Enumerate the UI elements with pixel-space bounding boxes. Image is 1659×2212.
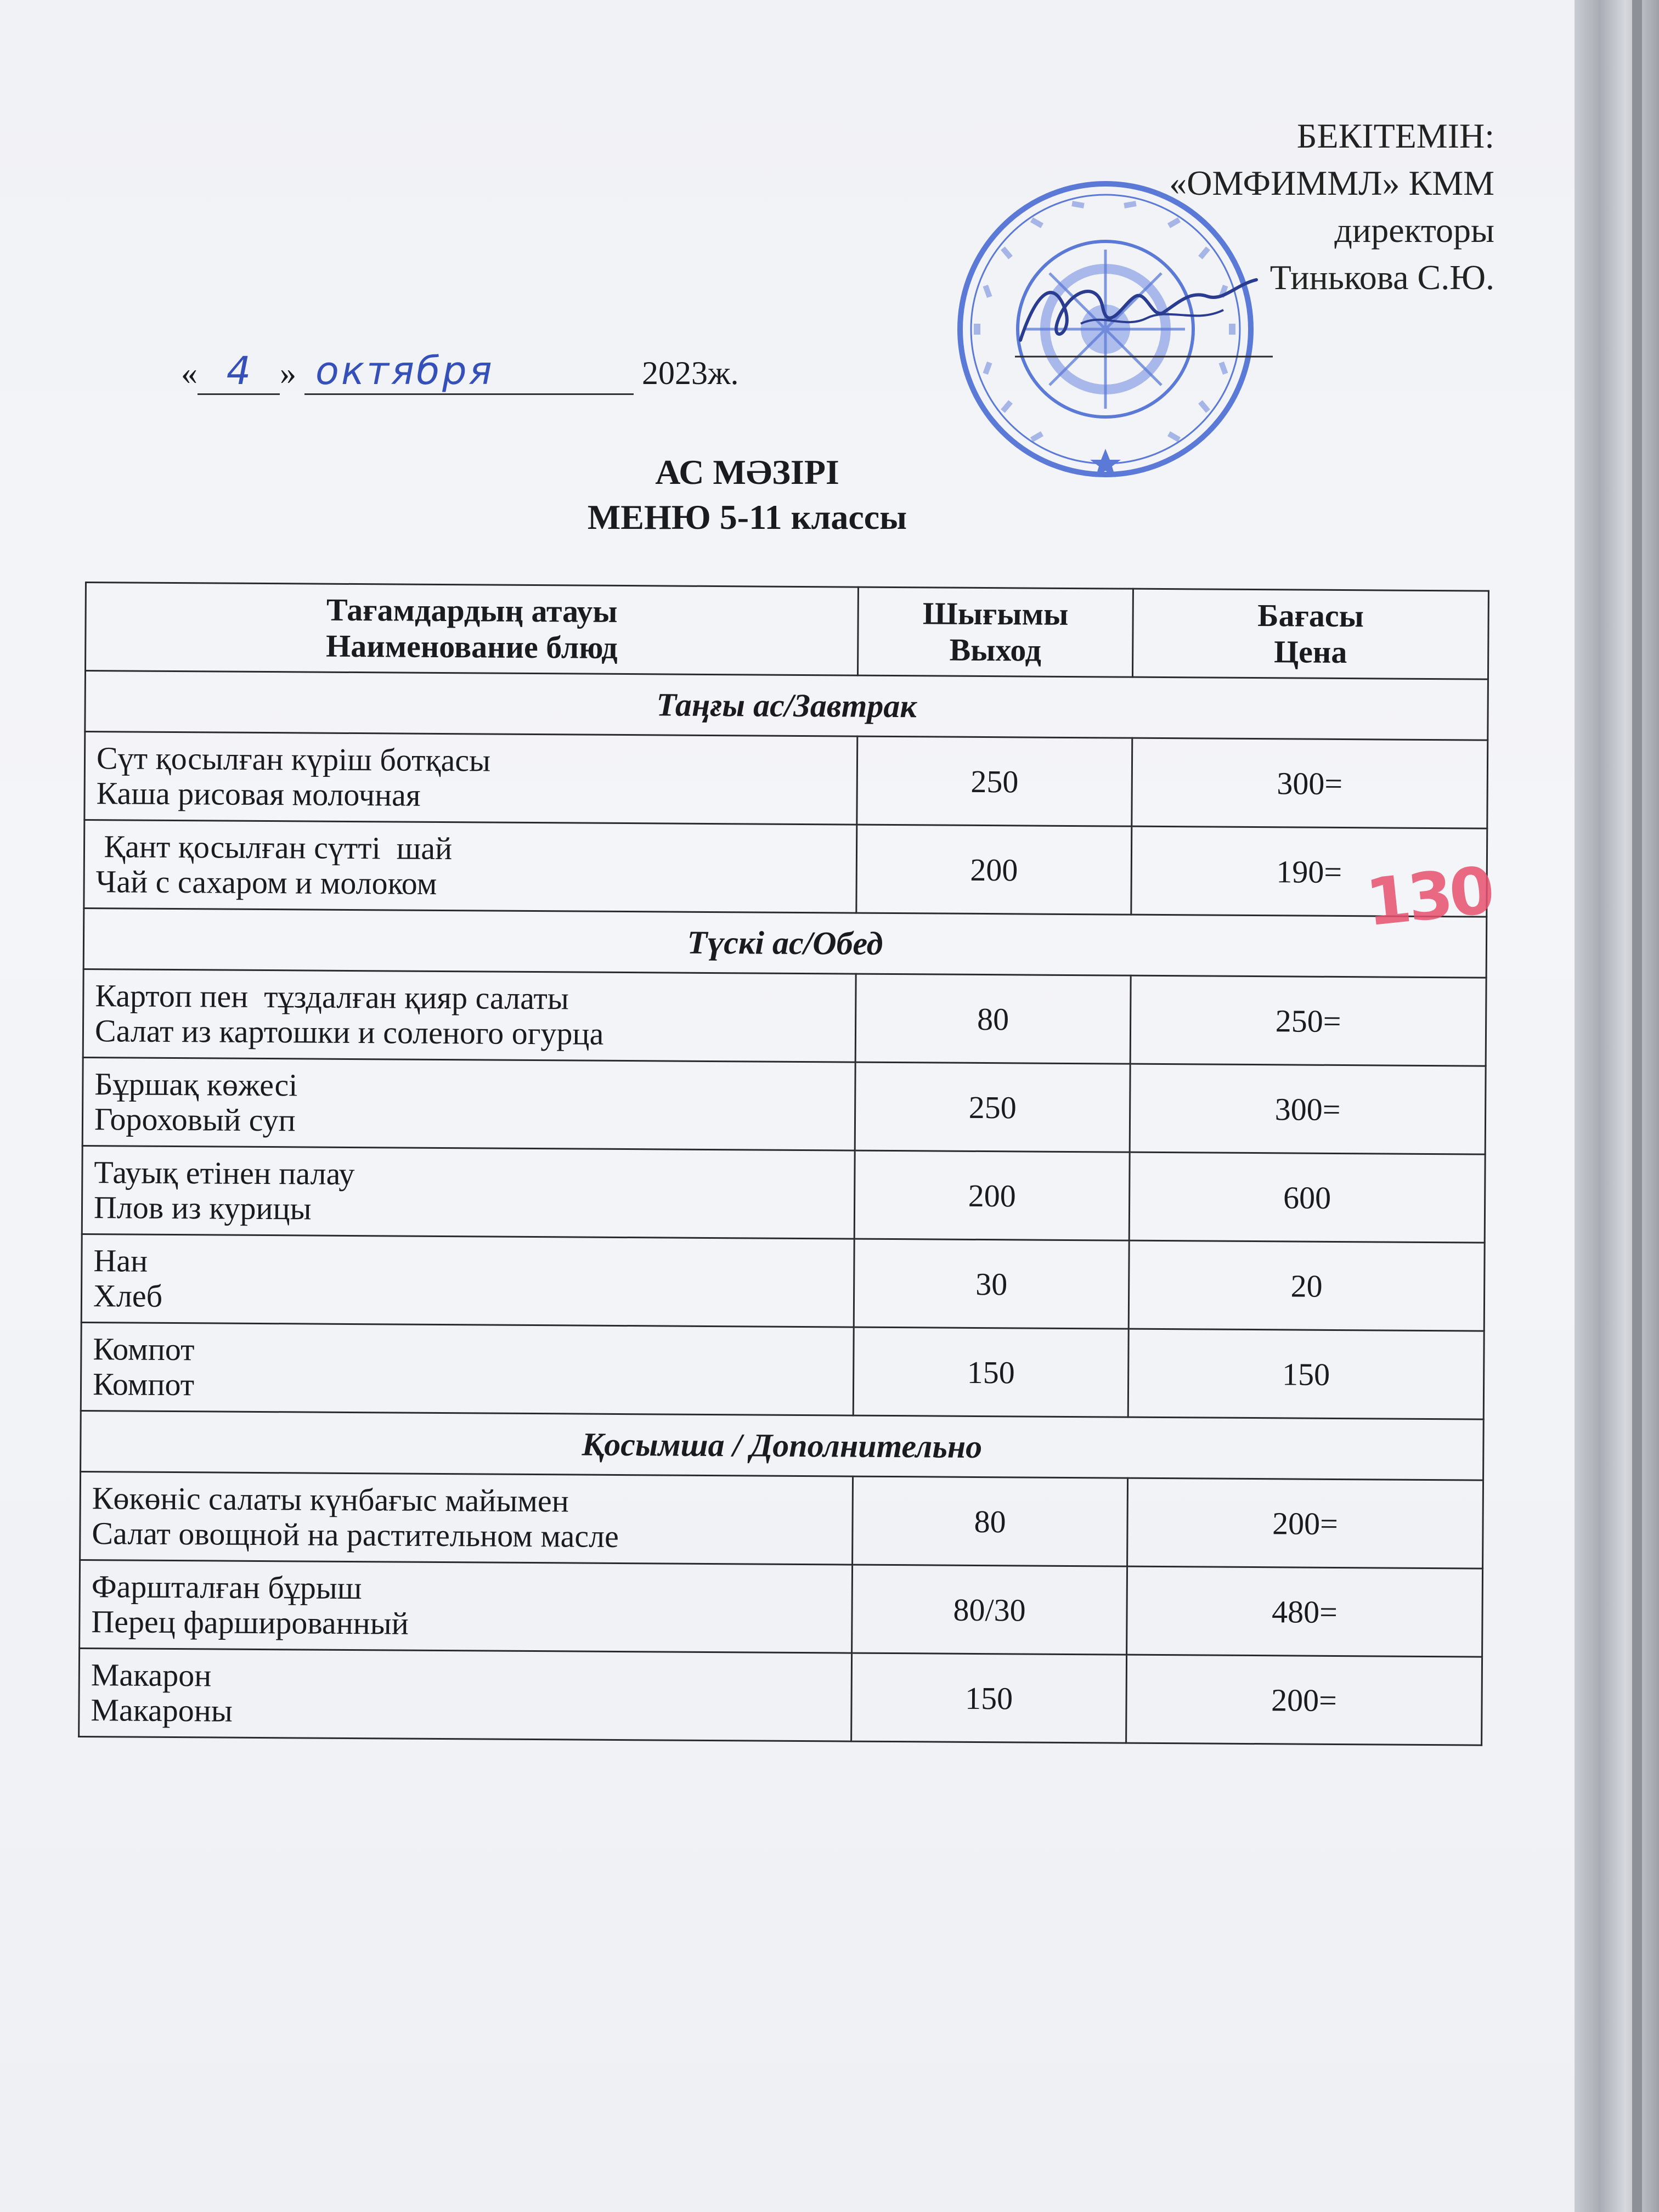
header-price-kz: Бағасы [1257, 597, 1364, 634]
approval-director-name: Тинькова С.Ю. [1269, 258, 1494, 297]
dish-name-ru: Хлеб [93, 1278, 163, 1314]
dish-name-kz: Тауық етінен палау [94, 1154, 355, 1192]
date-month: октября [304, 348, 634, 395]
price-cell: 600 [1129, 1152, 1485, 1243]
section-title: Таңғы ас/Завтрак [85, 671, 1488, 741]
header-price-ru: Цена [1273, 634, 1347, 670]
price-cell: 150 [1128, 1329, 1484, 1419]
header-dish-name [86, 583, 859, 676]
output-cell: 200 [854, 1150, 1130, 1240]
output-cell: 80 [853, 1476, 1128, 1566]
dish-name-ru: Плов из курицы [93, 1189, 312, 1227]
dish-name-kz: Фаршталған бұрыш [91, 1568, 362, 1606]
section-title: Түскі ас/Обед [83, 908, 1487, 978]
dish-name-cell [82, 1146, 855, 1239]
dish-name-kz: Бұршақ көжесі [94, 1066, 298, 1103]
dish-name-kz: Қант қосылған сүтті шай [95, 828, 453, 867]
dish-name-cell [79, 1648, 852, 1741]
menu-table [78, 582, 1489, 1746]
approval-position: директоры [1334, 211, 1494, 250]
price-cell: 190= [1131, 826, 1487, 917]
price-cell: 20 [1128, 1240, 1485, 1331]
table-row [81, 1322, 1484, 1419]
output-cell: 250 [857, 736, 1132, 826]
date-close-quote: » [280, 355, 296, 391]
price-cell: 300= [1132, 738, 1488, 828]
section-row [83, 908, 1487, 978]
output-cell: 30 [854, 1239, 1129, 1329]
approval-organization: «ОМФИММЛ» КММ [1169, 163, 1494, 202]
dish-name-ru: Перец фаршированный [91, 1604, 409, 1641]
table-row [82, 1057, 1486, 1154]
header-output [858, 587, 1133, 677]
date-line [181, 348, 738, 395]
header-row [86, 583, 1489, 680]
date-open-quote: « [181, 355, 198, 391]
dish-name-kz: Нан [93, 1243, 148, 1279]
output-cell: 200 [856, 825, 1132, 915]
table-row [82, 1146, 1485, 1243]
handwritten-price-correction: 130 [1362, 852, 1495, 941]
section-row [81, 1410, 1484, 1480]
dish-name-kz: Картоп пен тұздалған қияр салаты [95, 978, 569, 1017]
price-cell: 480= [1126, 1566, 1482, 1657]
table-row [84, 732, 1488, 829]
header-price [1132, 589, 1488, 679]
approval-block [1169, 112, 1494, 301]
output-cell: 80 [855, 974, 1131, 1064]
table-row [81, 1234, 1485, 1331]
dish-name-ru: Макароны [91, 1692, 233, 1729]
menu-titles [0, 450, 1659, 540]
dish-name-kz: Компот [93, 1331, 195, 1368]
dish-name-ru: Салат овощной на растительном масле [92, 1515, 619, 1554]
approval-heading: БЕКІТЕМІН: [1296, 116, 1494, 155]
dish-name-ru: Чай с сахаром и молоком [95, 864, 437, 901]
dish-name-kz: Көкөніс салаты күнбағыс майымен [92, 1480, 569, 1519]
dish-name-ru: Салат из картошки и соленого огурца [94, 1013, 604, 1052]
table-row [79, 1648, 1482, 1745]
section-row [85, 671, 1488, 741]
dish-name-kz: Сүт қосылған күріш ботқасы [96, 740, 491, 778]
date-year: 2023ж. [642, 355, 739, 391]
section-title: Қосымша / Дополнительно [81, 1410, 1484, 1480]
table-row [83, 969, 1486, 1066]
price-cell: 200= [1126, 1655, 1482, 1745]
window-frame-edge [1575, 0, 1659, 2212]
title-ru: МЕНЮ 5-11 классы [587, 498, 907, 537]
header-dish-name-ru: Наименование блюд [325, 628, 618, 665]
output-cell: 150 [851, 1653, 1127, 1743]
dish-name-cell [84, 732, 857, 825]
table-row [80, 1471, 1483, 1568]
dish-name-cell [80, 1471, 853, 1565]
window-frame-strip [1632, 0, 1642, 2212]
output-cell: 80/30 [852, 1565, 1127, 1655]
table-row [80, 1560, 1483, 1657]
dish-name-cell [81, 1234, 854, 1327]
dish-name-cell [80, 1560, 853, 1653]
dish-name-ru: Гороховый суп [94, 1101, 296, 1138]
dish-name-ru: Компот [92, 1366, 195, 1403]
price-cell: 250= [1130, 975, 1486, 1066]
date-day: 4 [198, 348, 280, 395]
header-dish-name-kz: Тағамдардың атауы [326, 591, 618, 629]
dish-name-cell [84, 820, 857, 913]
output-cell: 250 [855, 1062, 1130, 1152]
header-output-ru: Выход [949, 631, 1042, 668]
dish-name-ru: Каша рисовая молочная [96, 775, 421, 813]
dish-name-cell [81, 1322, 854, 1415]
dish-name-cell [83, 969, 856, 1062]
output-cell: 150 [853, 1327, 1128, 1417]
price-cell: 200= [1127, 1478, 1483, 1568]
header-output-kz: Шығымы [922, 595, 1069, 632]
table-row [84, 820, 1487, 917]
price-cell: 300= [1130, 1064, 1486, 1154]
title-kz: АС МӘЗІРІ [655, 453, 839, 492]
dish-name-cell [82, 1057, 855, 1150]
dish-name-kz: Макарон [91, 1657, 212, 1694]
